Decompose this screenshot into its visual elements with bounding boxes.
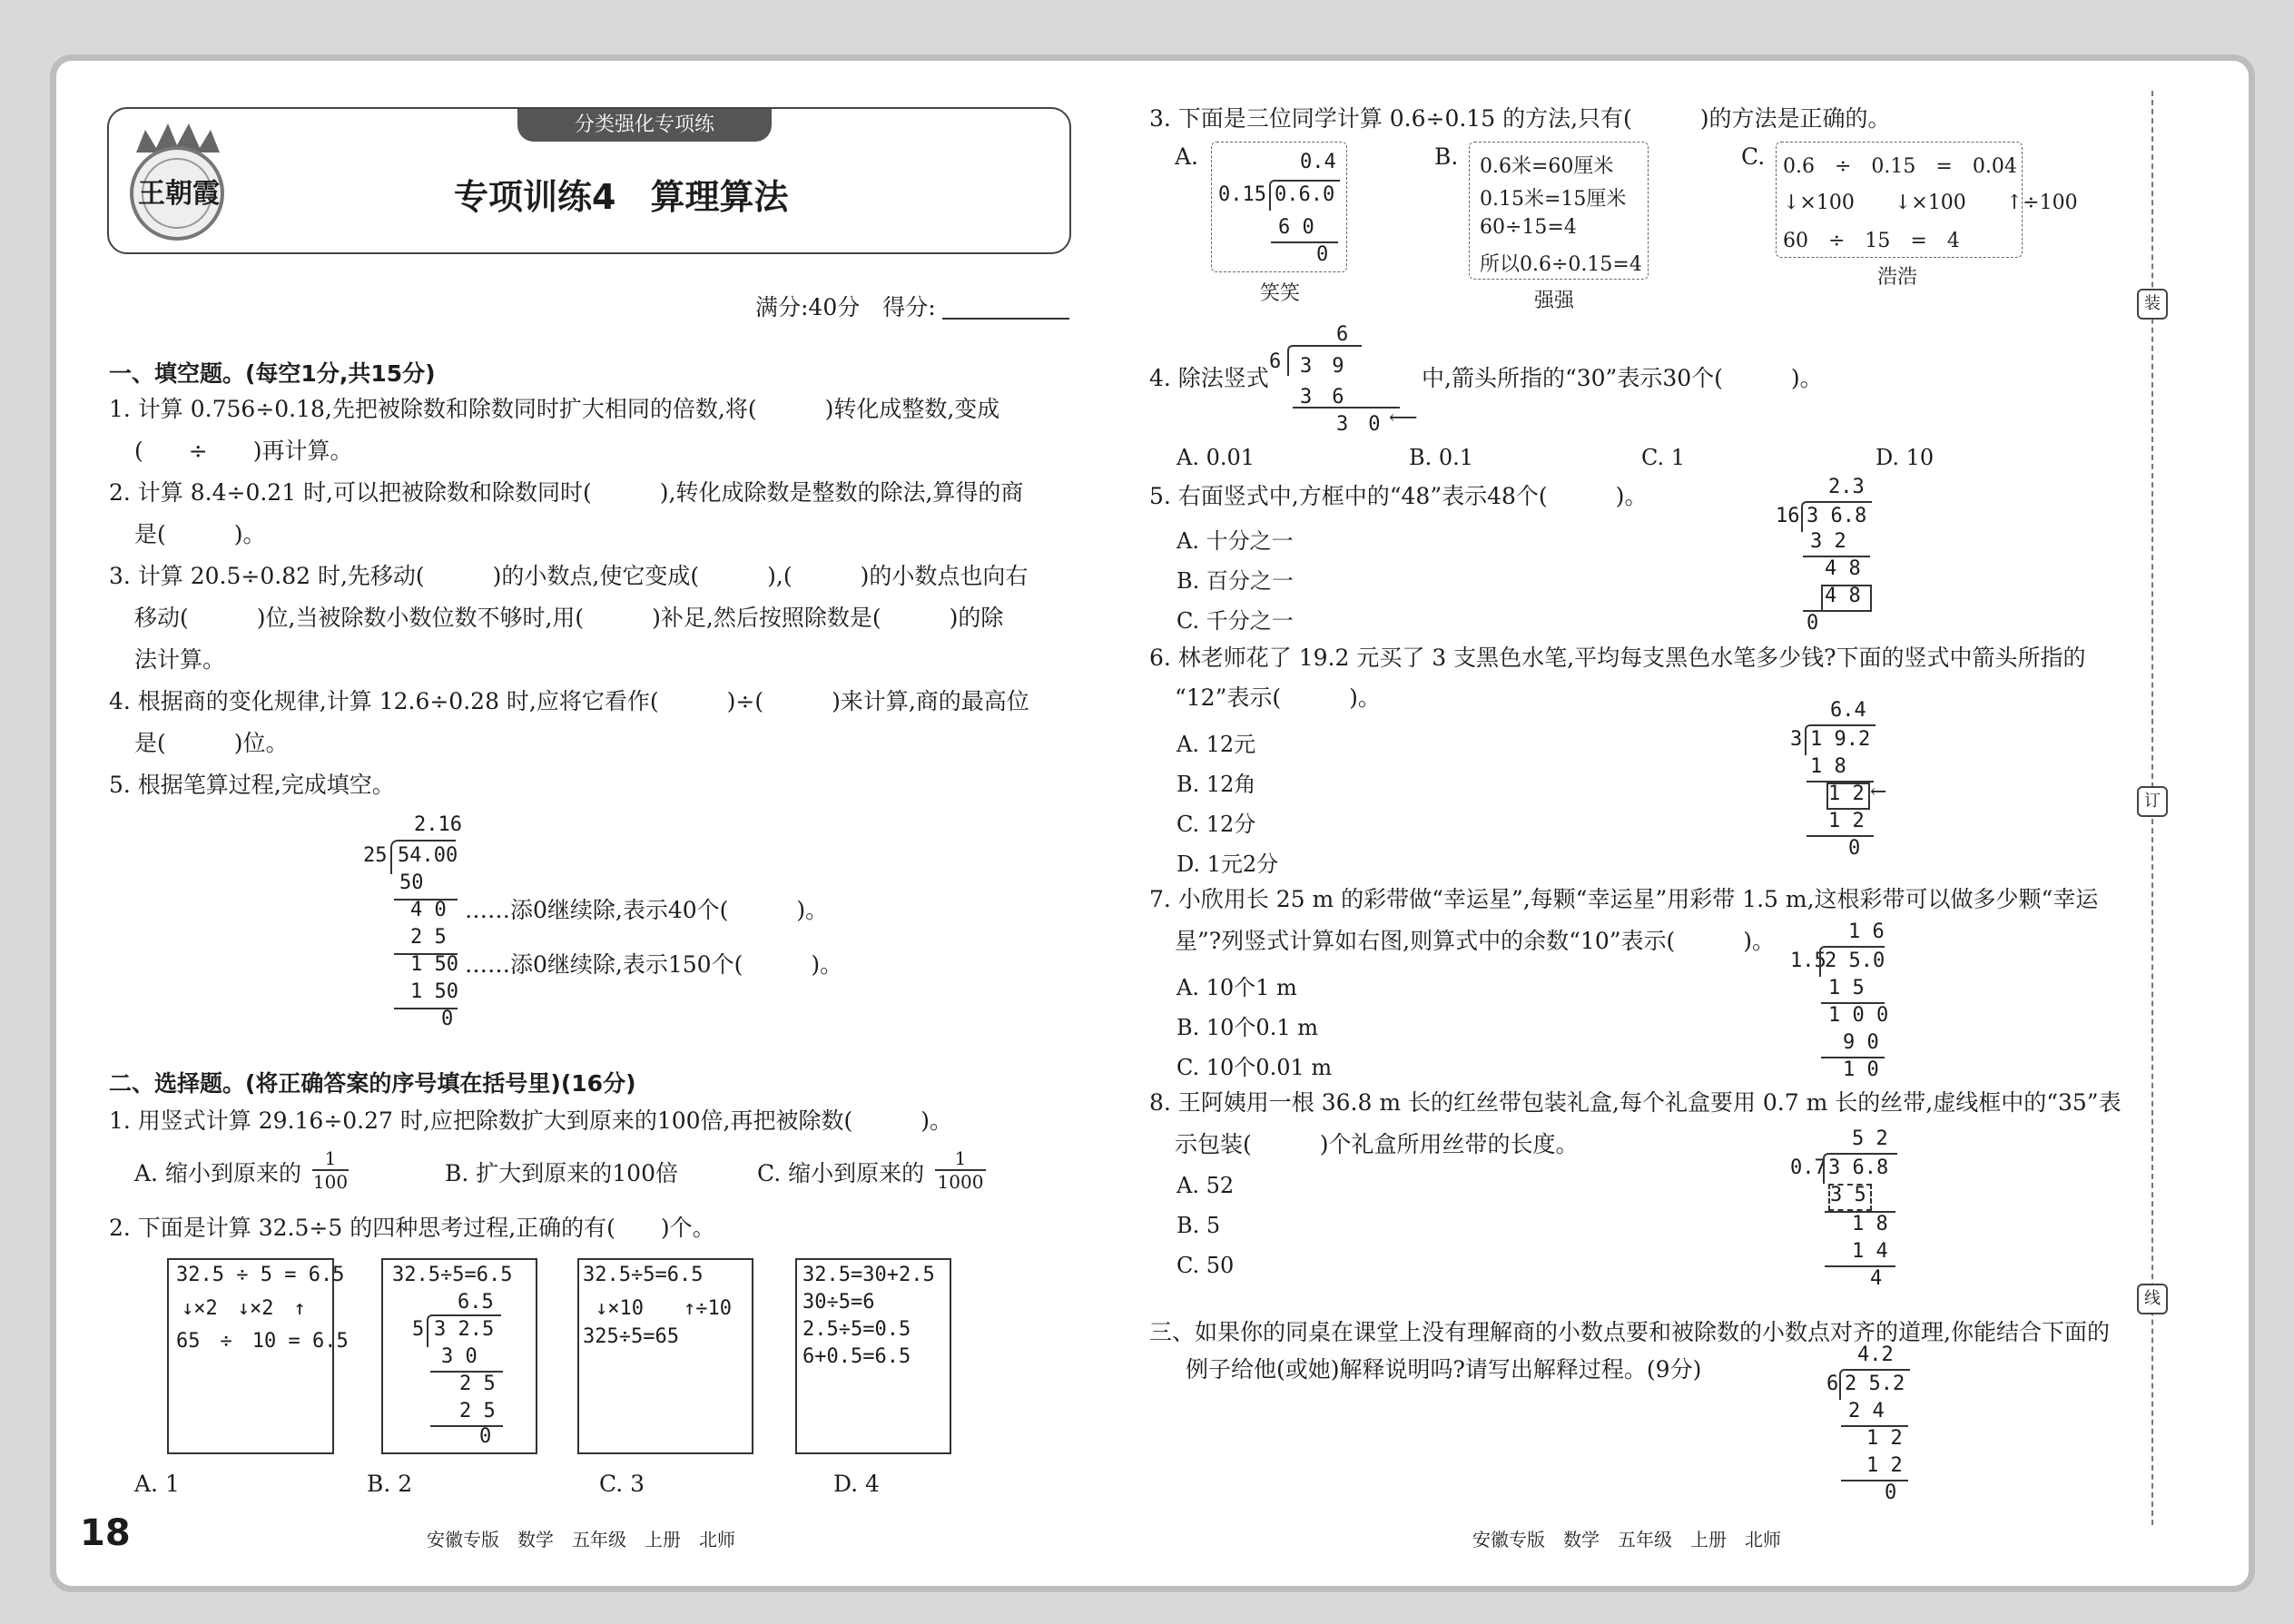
s3-r4: 0: [1885, 1481, 1897, 1504]
q5-dvd: 3 6.8: [1807, 505, 1867, 527]
section2-title: 二、选择题。(将正确答案的序号填在括号里)(16分): [109, 1070, 636, 1097]
r-q6b: “12”表示( )。: [1175, 684, 1381, 711]
think-box-1-l3: 65 ÷ 10 = 6.5: [176, 1330, 349, 1353]
s3-quot: 4.2: [1857, 1343, 1894, 1366]
q7-dvd: 2 5.0: [1825, 950, 1885, 972]
s3-div: 6: [1826, 1373, 1839, 1395]
q6-div: 3: [1790, 728, 1803, 751]
think-box-4-l2: 30÷5=6: [802, 1291, 875, 1314]
page-number: 18: [80, 1512, 131, 1554]
q5-opt-c[interactable]: C. 千分之一: [1177, 608, 1294, 634]
think-box-2-r3: 2 5: [459, 1400, 496, 1422]
q6-opt-b[interactable]: B. 12角: [1177, 772, 1256, 797]
q5-opt-b[interactable]: B. 百分之一: [1177, 568, 1294, 594]
q4-opt-b[interactable]: B. 0.1: [1409, 445, 1474, 470]
think-box-1-l1: 32.5 ÷ 5 = 6.5: [176, 1264, 345, 1286]
q5-r1: 3 2: [1810, 530, 1846, 553]
section-tag: 分类强化专项练: [517, 109, 772, 142]
q7-quot: 1 6: [1848, 920, 1885, 943]
q7-opt-b[interactable]: B. 10个0.1 m: [1177, 1015, 1318, 1040]
think-box-1-l2: ↓×2 ↓×2 ↑: [182, 1297, 306, 1320]
r-q5: 5. 右面竖式中,方框中的“48”表示48个( )。: [1149, 483, 1648, 509]
s3-r1: 2 4: [1848, 1400, 1885, 1422]
s1-q4b: 是( )位。: [134, 730, 289, 756]
s2-q2: 2. 下面是计算 32.5÷5 的四种思考过程,正确的有( )个。: [109, 1215, 715, 1241]
q6-dvd: 1 9.2: [1810, 728, 1871, 751]
r-q3-label-b[interactable]: B.: [1434, 143, 1459, 170]
div5-r3: 2 5: [410, 926, 447, 949]
q6-arrow-icon: ←: [1870, 781, 1887, 803]
s1-q3b: 移动( )位,当被除数小数位数不够时,用( )补足,然后按照除数是( )的除: [134, 605, 1004, 631]
q4-opt-a[interactable]: A. 0.01: [1177, 445, 1255, 470]
binding-mark-2: 订: [2137, 786, 2168, 817]
frac-c-den: 1000: [937, 1171, 984, 1193]
think-box-4-l3: 2.5÷5=0.5: [802, 1318, 911, 1341]
think-box-4-l1: 32.5=30+2.5: [802, 1264, 935, 1286]
q8-r4: 4: [1870, 1267, 1883, 1290]
s1-q1a: 1. 计算 0.756÷0.18,先把被除数和除数同时扩大相同的倍数,将( )转化成整数,变成: [109, 396, 1000, 422]
q4-arrow-icon: ⟵: [1389, 407, 1418, 429]
s3-dvd: 2 5.2: [1845, 1373, 1905, 1395]
think-box-3-l3: 325÷5=65: [583, 1325, 679, 1348]
section1-title: 一、填空题。(每空1分,共15分): [109, 360, 436, 387]
q6-r1: 1 8: [1810, 755, 1846, 778]
div5-r6: 0: [441, 1008, 454, 1030]
s2-q1-opt-c[interactable]: C. 缩小到原来的: [757, 1160, 925, 1186]
div5-note2: ……添0继续除,表示150个( )。: [465, 951, 843, 978]
q5-div: 16: [1776, 505, 1800, 527]
think-box-2-quot: 6.5: [458, 1291, 494, 1314]
q8-r3: 1 4: [1852, 1240, 1888, 1263]
q3a-quot: 0.4: [1300, 151, 1336, 173]
q6-opt-d[interactable]: D. 1元2分: [1177, 851, 1279, 877]
footer-right: 安徽专版 数学 五年级 上册 北师: [1472, 1529, 1781, 1550]
q6-r4: 0: [1848, 837, 1861, 860]
q8-r1: 3 5: [1830, 1184, 1866, 1206]
q7-opt-c[interactable]: C. 10个0.01 m: [1177, 1055, 1333, 1080]
frac-a-den: 100: [312, 1171, 349, 1193]
binding-mark-1: 装: [2137, 289, 2168, 320]
think-box-3-l1: 32.5÷5=6.5: [583, 1264, 704, 1286]
q8-div: 0.7: [1790, 1156, 1826, 1179]
q3a-r1: 6 0: [1278, 216, 1314, 239]
q7-r4: 1 0: [1843, 1058, 1879, 1081]
s1-q1b: ( ÷ )再计算。: [134, 438, 353, 464]
q4-r1: 3 6: [1300, 386, 1344, 408]
q8-quot: 5 2: [1852, 1127, 1888, 1150]
q4-opt-c[interactable]: C. 1: [1641, 445, 1686, 470]
think-box-1: [167, 1258, 334, 1454]
q8-opt-c[interactable]: C. 50: [1177, 1253, 1235, 1278]
s1-q2b: 是( )。: [134, 521, 266, 547]
r-q3-label-c[interactable]: C.: [1741, 143, 1766, 170]
s2-q2-opt-a[interactable]: A. 1: [134, 1471, 180, 1497]
q3a-div: 0.15: [1218, 183, 1266, 206]
r-q3: 3. 下面是三位同学计算 0.6÷0.15 的方法,只有( )的方法是正确的。: [1149, 105, 1891, 132]
footer-left: 安徽专版 数学 五年级 上册 北师: [427, 1529, 735, 1550]
q8-line2: [1825, 1265, 1895, 1267]
q3a-name: 笑笑: [1260, 282, 1301, 305]
r-q4: 4. 除法竖式: [1149, 365, 1269, 391]
score-line: 满分:40分 得分:: [755, 294, 936, 320]
logo: [118, 116, 236, 243]
r-q7b: 星”?列竖式计算如右图,则算式中的余数“10”表示( )。: [1175, 928, 1776, 954]
div5-divisor: 25: [363, 844, 388, 867]
div5-quotient: 2.16: [414, 813, 462, 836]
think-box-2-div: 5: [412, 1318, 425, 1341]
page-title: 专项训练4 算理算法: [454, 177, 789, 217]
q3b-l2: 0.15米=15厘米: [1480, 188, 1627, 211]
think-box-3: [577, 1258, 753, 1454]
q5-r2: 4 8: [1825, 557, 1861, 580]
logo-text: 王朝霞: [138, 178, 220, 210]
div5-dividend: 54.00: [398, 844, 458, 867]
q7-r2: 1 0 0: [1828, 1004, 1889, 1027]
s3-r2: 1 2: [1866, 1427, 1903, 1450]
s2-q1-opt-a[interactable]: A. 缩小到原来的: [134, 1160, 301, 1186]
q5-quot: 2.3: [1828, 476, 1865, 498]
div5-r2: 4 0: [410, 899, 447, 921]
think-box-2-line2: [430, 1425, 503, 1427]
q8-dvd: 3 6.8: [1828, 1156, 1889, 1179]
think-box-2-r1: 3 0: [441, 1345, 478, 1368]
q3c-name: 浩浩: [1877, 266, 1918, 289]
s2-q2-opt-d[interactable]: D. 4: [833, 1471, 880, 1497]
q3a-dvd: 0.6.0: [1275, 183, 1335, 206]
q4-dvd: 3 9: [1300, 355, 1344, 378]
q7-r1: 1 5: [1828, 977, 1865, 999]
frac-c-num: 1: [935, 1147, 986, 1171]
q6-r3: 1 2: [1828, 810, 1865, 832]
frac-a-num: 1: [312, 1147, 349, 1171]
q4-quot: 6: [1336, 323, 1349, 346]
s1-q4a: 4. 根据商的变化规律,计算 12.6÷0.28 时,应将它看作( )÷( )来计算,商的最高位: [109, 688, 1029, 714]
q3b-l4: 所以0.6÷0.15=4: [1480, 253, 1642, 276]
think-box-2-r2: 2 5: [459, 1373, 496, 1395]
div5-r4: 1 50: [410, 953, 458, 976]
q6-quot: 6.4: [1830, 699, 1866, 722]
q8-opt-b[interactable]: B. 5: [1177, 1213, 1221, 1238]
q3b-l1: 0.6米=60厘米: [1480, 155, 1614, 178]
q7-opt-a[interactable]: A. 10个1 m: [1177, 975, 1297, 1000]
q3b-name: 强强: [1534, 290, 1575, 312]
q3b-l3: 60÷15=4: [1480, 216, 1577, 239]
s1-q2a: 2. 计算 8.4÷0.21 时,可以把被除数和除数同时( ),转化成除数是整数的除法,算得的商: [109, 479, 1024, 506]
q6-opt-c[interactable]: C. 12分: [1177, 812, 1256, 837]
r-q3-label-a[interactable]: A.: [1175, 143, 1199, 170]
s2-q1: 1. 用竖式计算 29.16÷0.27 时,应把除数扩大到原来的100倍,再把被除数( )。: [109, 1107, 952, 1134]
section3-title-b: 例子给他(或她)解释说明吗?请写出解释过程。(9分): [1186, 1356, 1702, 1383]
q8-opt-a[interactable]: A. 52: [1177, 1173, 1235, 1198]
s2-q1-frac-a: [312, 1147, 349, 1193]
think-box-2-l1: 32.5÷5=6.5: [392, 1264, 513, 1286]
binding-mark-3: 线: [2137, 1284, 2168, 1314]
score-blank[interactable]: [942, 318, 1069, 320]
r-q4b: 中,箭头所指的“30”表示30个( )。: [1422, 365, 1823, 391]
s2-q1-frac-c: [935, 1147, 986, 1193]
s3-r3: 1 2: [1866, 1454, 1903, 1477]
s1-q3a: 3. 计算 20.5÷0.82 时,先移动( )的小数点,使它变成( ),( )的小数点也向右: [109, 563, 1029, 589]
s1-q3c: 法计算。: [134, 646, 226, 673]
q4-opt-d[interactable]: D. 10: [1876, 445, 1935, 470]
think-box-2-dvd: 3 2.5: [434, 1318, 495, 1341]
q6-opt-a[interactable]: A. 12元: [1177, 732, 1256, 757]
q4-div: 6: [1269, 350, 1282, 373]
think-box-2-r4: 0: [479, 1425, 492, 1448]
r-q7a: 7. 小欣用长 25 m 的彩带做“幸运星”,每颗“幸运星”用彩带 1.5 m,这根彩带可以做多少颗“幸运: [1149, 886, 2099, 912]
s2-q1-opt-b[interactable]: B. 扩大到原来的100倍: [445, 1160, 678, 1186]
section3-title: 三、如果你的同桌在课堂上没有理解商的小数点要和被除数的小数点对齐的道理,你能结合下面的: [1149, 1319, 2110, 1345]
div5-r1: 50: [399, 871, 424, 894]
q5-r3: 4 8: [1825, 585, 1861, 607]
q3c-l3: 60 ÷ 15 = 4: [1783, 230, 1960, 252]
q6-r2: 1 2: [1828, 782, 1865, 805]
div5-r5: 1 50: [410, 980, 458, 1003]
q7-r3: 9 0: [1843, 1031, 1879, 1054]
s2-q2-opt-b[interactable]: B. 2: [367, 1471, 413, 1497]
think-box-3-l2: ↓×10 ↑÷10: [596, 1297, 732, 1320]
s2-q2-opt-c[interactable]: C. 3: [599, 1471, 645, 1497]
q3c-l1: 0.6 ÷ 0.15 = 0.04: [1783, 155, 2017, 178]
r-q6a: 6. 林老师花了 19.2 元买了 3 支黑色水笔,平均每支黑色水笔多少钱?下面的竖式中箭头所指的: [1149, 645, 2086, 671]
r-q8b: 示包装( )个礼盒所用丝带的长度。: [1175, 1131, 1579, 1157]
s1-q5: 5. 根据笔算过程,完成填空。: [109, 772, 395, 798]
q3a-r2: 0: [1316, 243, 1329, 266]
q5-r4: 0: [1807, 612, 1819, 635]
r-q8a: 8. 王阿姨用一根 36.8 m 长的红丝带包装礼盒,每个礼盒要用 0.7 m 长的丝带,虚线框中的“35”表: [1149, 1089, 2122, 1116]
q4-r2: 3 0: [1336, 413, 1381, 436]
q8-r2: 1 8: [1852, 1213, 1888, 1235]
s3-line2: [1841, 1480, 1908, 1481]
q6-line2: [1807, 835, 1874, 837]
q3c-l2: ↓×100 ↓×100 ↑÷100: [1783, 192, 2078, 214]
div5-note1: ……添0继续除,表示40个( )。: [465, 897, 829, 923]
q5-opt-a[interactable]: A. 十分之一: [1177, 528, 1294, 554]
think-box-4-l4: 6+0.5=6.5: [802, 1345, 911, 1368]
q7-div: 1.5: [1790, 950, 1826, 972]
